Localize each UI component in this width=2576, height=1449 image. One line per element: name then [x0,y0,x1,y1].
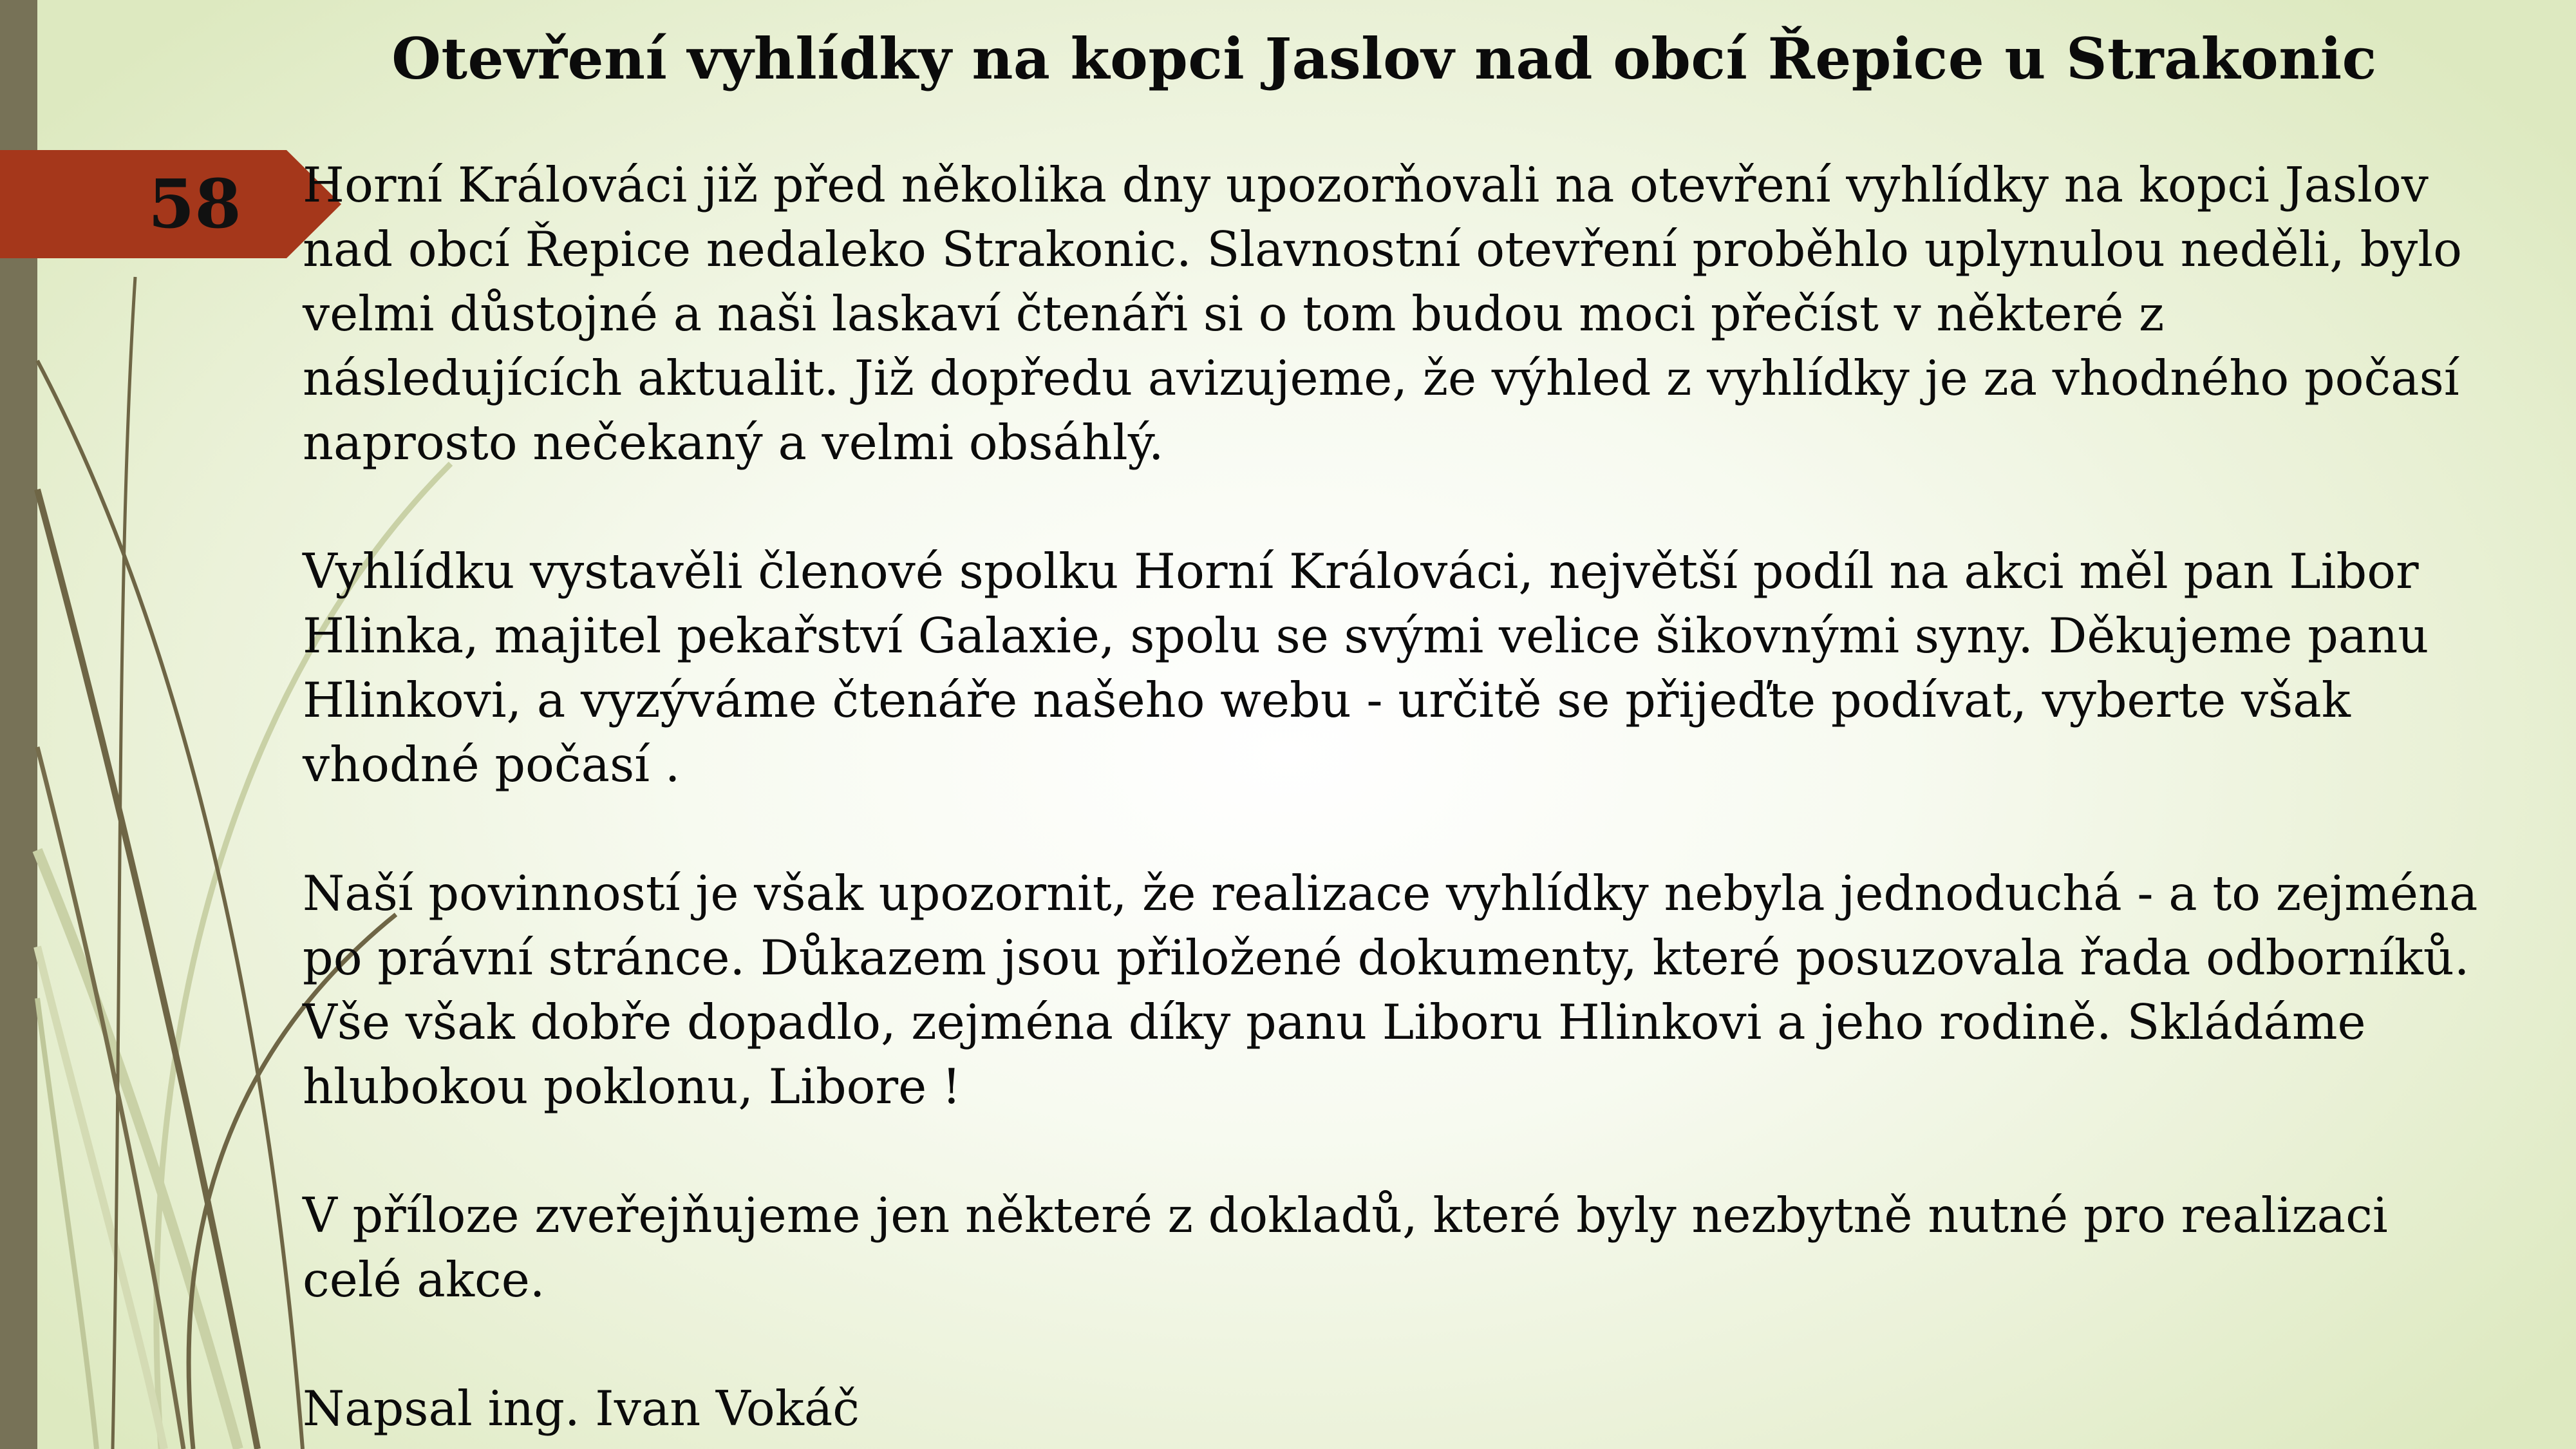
paragraph-2: Vyhlídku vystavěli členové spolku Horní Králováci, největší podíl na akci měl pan Libor Hlinka, majitel pekařství Galaxie, spolu se svými velice šikovnými syny. Děkujeme panu Hlinkovi, a vyzýváme čtenáře našeho webu - určitě se přijeďte podívat, vyberte však vhodné počasí . [303,544,2429,793]
page-number-badge [0,150,341,258]
slide-title: Otevření vyhlídky na kopci Jaslov nad obcí Řepice u Strakonic [391,25,2377,92]
page-number: 58 [148,164,241,243]
paragraph-4: V příloze zveřejňujeme jen některé z dokladů, které byly nezbytně nutné pro realizaci celé akce. [303,1188,2388,1308]
slide-body [303,153,2492,1441]
author-signature: Napsal ing. Ivan Vokáč [303,1381,860,1437]
paragraph-1: Horní Králováci již před několika dny upozorňovali na otevření vyhlídky na kopci Jaslov nad obcí Řepice nedaleko Strakonic. Slavnostní otevření proběhlo uplynulou neděli, bylo velmi důstojné a naši laskaví čtenáři si o tom budou moci přečíst v některé z následujících aktualit. Již dopředu avizujeme, že výhled z vyhlídky je za vhodného počasí naprosto nečekaný a velmi obsáhlý. [303,157,2462,471]
paragraph-3: Naší povinností je však upozornit, že realizace vyhlídky nebyla jednoduchá - a to zejména po právní stránce. Důkazem jsou přiložené dokumenty, které posuzovala řada odborníků. Vše však dobře dopadlo, zejména díky panu Liboru Hlinkovi a jeho rodině. Skládáme hlubokou poklonu, Libore ! [303,866,2478,1115]
